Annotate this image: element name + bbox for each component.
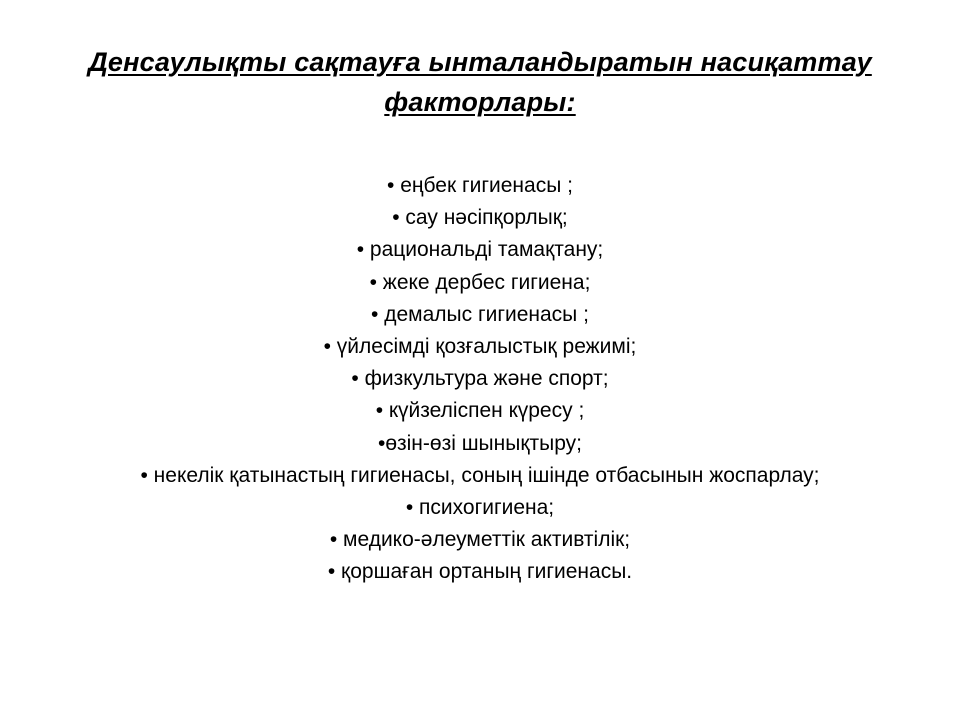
list-item: • еңбек гигиенасы ; xyxy=(387,174,573,197)
list-item: • үйлесімді қозғалыстық режимі; xyxy=(323,335,637,359)
list-item: • некелік қатынастың гигиенасы, соның ішінде отбасынын жоспарлау; xyxy=(140,463,820,487)
list-item: • жеке дербес гигиена; xyxy=(369,270,591,294)
list-item: • қоршаған ортаның гигиенасы. xyxy=(327,560,633,584)
list-item: • демалыс гигиенасы ; xyxy=(371,302,589,326)
list-item: • күйзеліспен күресу ; xyxy=(375,399,585,423)
list-item: • медико-әлеуметтік активтілік; xyxy=(329,528,631,552)
slide-title xyxy=(40,42,920,122)
factor-list xyxy=(30,170,930,589)
list-item: • психогигиена; xyxy=(405,496,555,520)
list-item: • физкультура және спорт; xyxy=(351,367,609,391)
list-item: • сау нәсіпқорлық; xyxy=(392,206,568,230)
list-item: • рациональді тамақтану; xyxy=(356,238,604,262)
list-item: •өзін-өзі шынықтыру; xyxy=(377,431,583,455)
slide-title-line-1: Денсаулықты сақтауға ынталандыратын насиқаттау xyxy=(88,47,872,77)
slide-title-line-2: факторлары: xyxy=(384,87,576,117)
